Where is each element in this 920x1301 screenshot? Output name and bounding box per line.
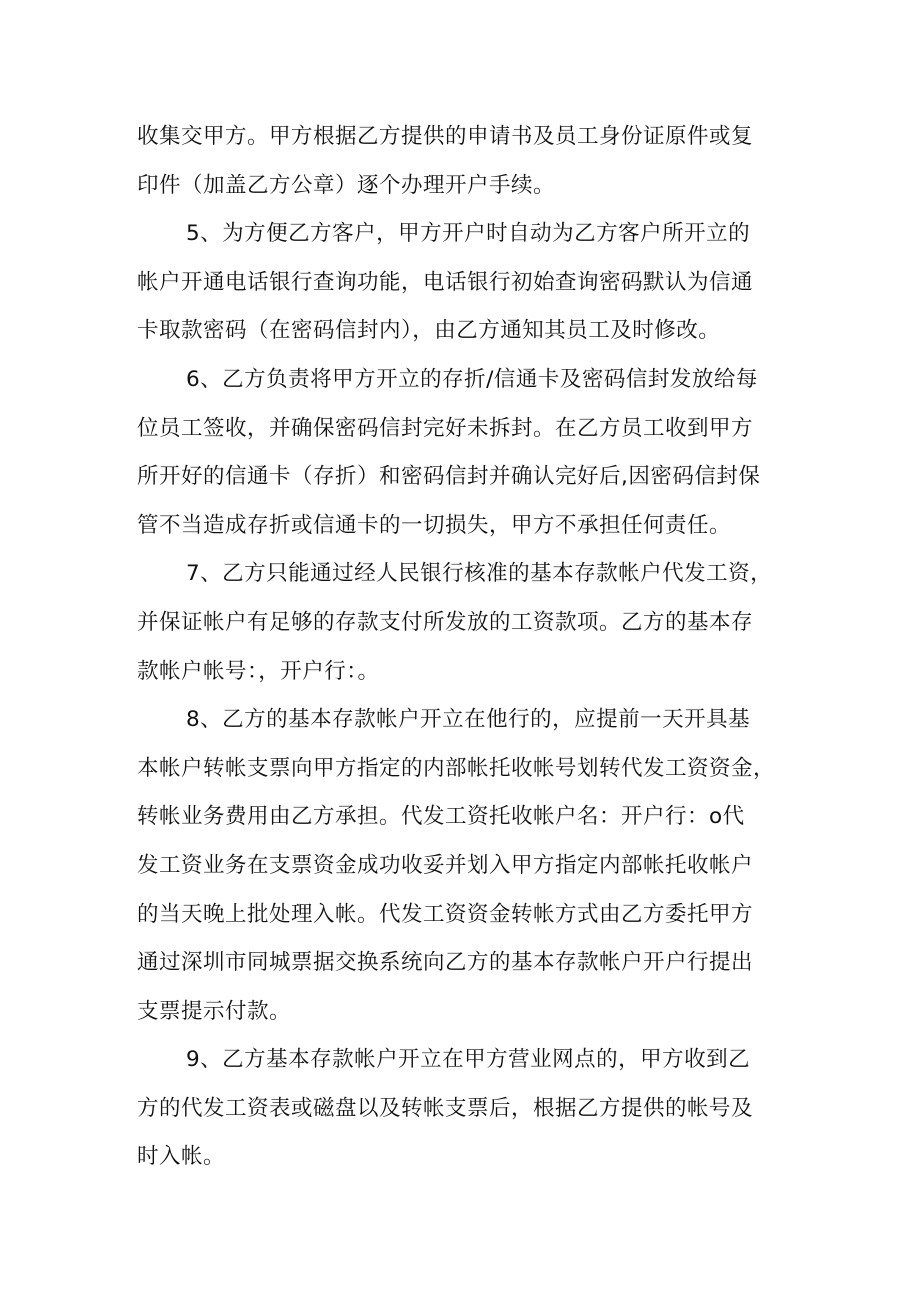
text-line: 帐户开通电话银行查询功能，电话银行初始查询密码默认为信通 [137, 269, 754, 295]
paragraph-start-9: 9、乙方基本存款帐户开立在甲方营业网点的，甲方收到乙 [186, 1047, 751, 1073]
text-line: 管不当造成存折或信通卡的一切损失，甲方不承担任何责任。 [137, 512, 732, 538]
text-line: 支票提示付款。 [137, 998, 292, 1024]
text-line: 并保证帐户有足够的存款支付所发放的工资款项。乙方的基本存 [137, 609, 754, 635]
paragraph-start-5: 5、为方便乙方客户，甲方开户时自动为乙方客户所开立的 [186, 221, 751, 247]
text-line: 转帐业务费用由乙方承担。代发工资托收帐户名：开户行：o代 [137, 804, 745, 830]
text-line: 通过深圳市同城票据交换系统向乙方的基本存款帐户开户行提出 [137, 950, 754, 976]
paragraph-start-6: 6、乙方负责将甲方开立的存折/信通卡及密码信封发放给每 [186, 366, 758, 392]
text-line: 印件（加盖乙方公章）逐个办理开户手续。 [137, 172, 556, 198]
text-line: 款帐户帐号：，开户行：。 [137, 658, 380, 684]
text-line: 时入帐。 [137, 1144, 226, 1170]
text-line: 收集交甲方。甲方根据乙方提供的申请书及员工身份证原件或复 [137, 124, 754, 149]
text-line: 本帐户转帐支票向甲方指定的内部帐托收帐号划转代发工资资金， [137, 755, 776, 781]
text-line: 位员工签收，并确保密码信封完好未拆封。在乙方员工收到甲方 [137, 415, 754, 441]
paragraph-start-7: 7、乙方只能通过经人民银行核准的基本存款帐户代发工资， [186, 561, 773, 587]
text-line: 所开好的信通卡（存折）和密码信封并确认完好后,因密码信封保 [137, 464, 761, 490]
paragraph-start-8: 8、乙方的基本存款帐户开立在他行的，应提前一天开具基 [186, 707, 751, 733]
text-line: 方的代发工资表或磁盘以及转帐支票后，根据乙方提供的帐号及 [137, 1095, 754, 1121]
text-line: 发工资业务在支票资金成功收妥并划入甲方指定内部帐托收帐户 [137, 852, 754, 878]
document-body [137, 113, 797, 1182]
text-line: 的当天晚上批处理入帐。代发工资资金转帐方式由乙方委托甲方 [137, 901, 754, 927]
text-line: 卡取款密码（在密码信封内），由乙方通知其员工及时修改。 [137, 318, 721, 344]
